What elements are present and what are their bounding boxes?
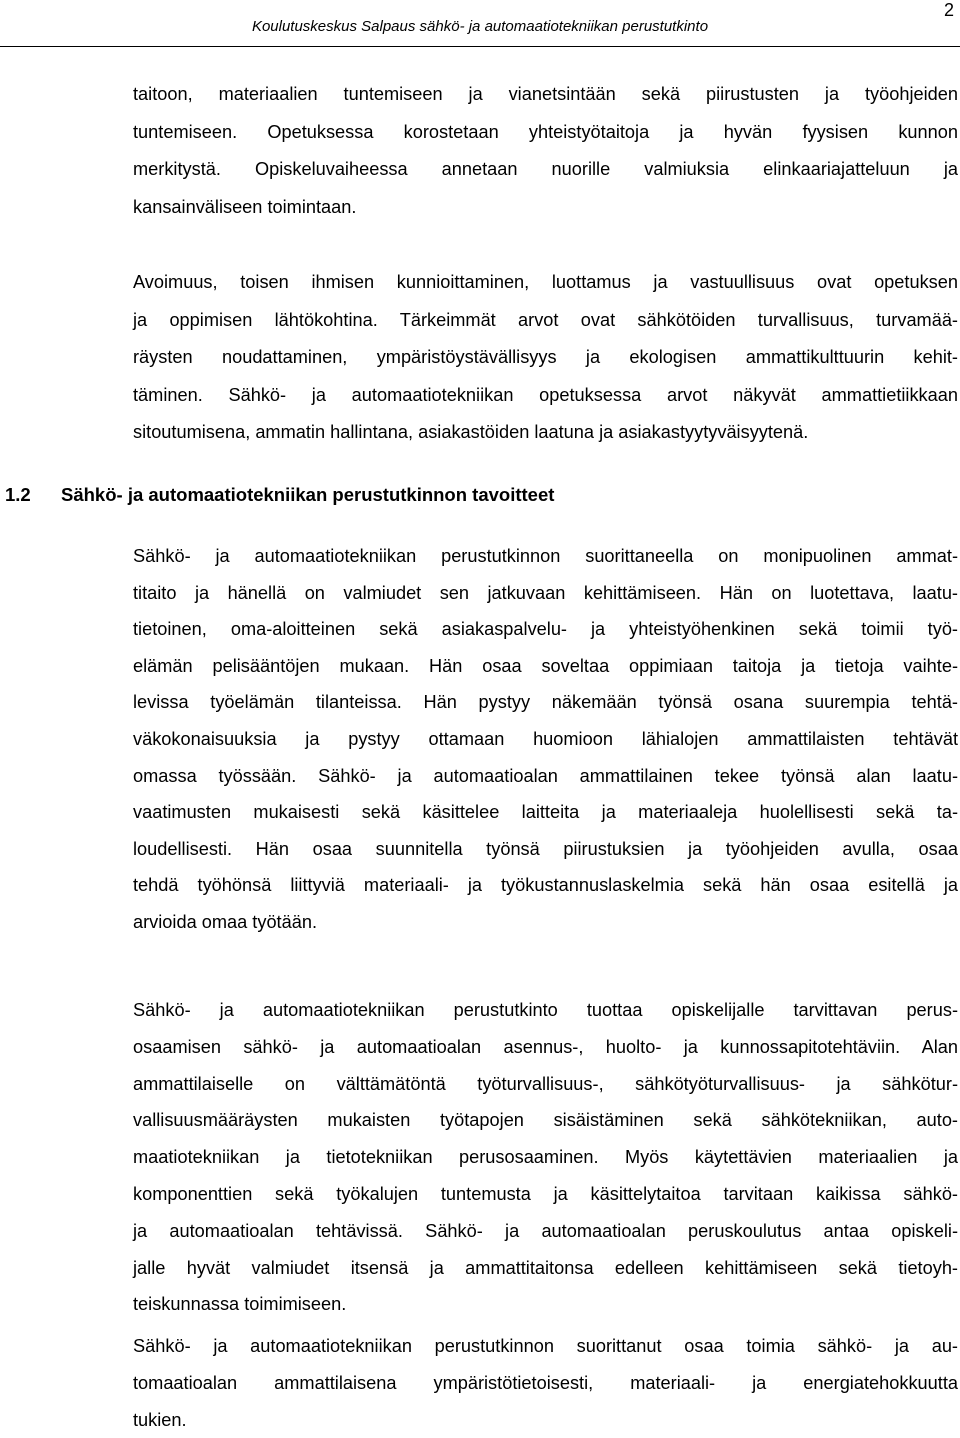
text-line: räysten noudattaminen, ympäristöystävällisyys ja ekologisen ammattikulttuurin kehit- [133,347,958,368]
text-line: Avoimuus, toisen ihmisen kunnioittaminen, luottamus ja vastuullisuus ovat opetuksen [133,272,958,292]
text-line: merkitystä. Opiskeluvaiheessa annetaan nuorille valmiuksia elinkaariajatteluun ja [133,159,958,180]
text-line: komponenttien sekä työkalujen tuntemusta ja käsittelytaitoa tarvitaan kaikissa sähkö- [133,1183,958,1204]
header-rule [0,46,960,47]
text-line: ammattilaiselle on välttämätöntä työturvallisuus-, sähkötyöturvallisuus- ja sähkötur- [133,1073,958,1094]
text-line: taitoon, materiaalien tuntemiseen ja vianetsintään sekä piirustusten ja työohjeiden [133,84,958,104]
text-line: levissa työelämän tilanteissa. Hän pystyy näkemään työnsä osana suurempia tehtä- [133,692,958,713]
text-line: jalle hyvät valmiudet itsensä ja ammattitaitonsa edelleen kehittämiseen sekä tietoyh- [133,1257,958,1278]
text-line: Sähkö- ja automaatiotekniikan perustutkinnon suorittanut osaa toimia sähkö- ja au- [133,1336,958,1356]
text-line: tuntemiseen. Opetuksessa korostetaan yhteistyötaitoja ja hyvän fyysisen kunnon [133,121,958,142]
page-number: 2 [943,0,954,20]
text-line: täminen. Sähkö- ja automaatiotekniikan opetuksessa arvot näkyvät ammattietiikkaan [133,384,958,405]
text-line: titaito ja hänellä on valmiudet sen jatkuvaan kehittämiseen. Hän on luotettava, laatu- [133,582,958,603]
text-line: teiskunnassa toimimiseen. [133,1294,347,1315]
paragraph-4 [133,992,958,1323]
paragraph-3 [133,538,958,941]
text-line: Sähkö- ja automaatiotekniikan perustutkinto tuottaa opiskelijalle tarvittavan perus- [133,1000,958,1020]
text-line: tietoinen, oma-aloitteinen sekä asiakaspalvelu- ja yhteistyöhenkinen sekä toimii työ- [133,619,958,640]
text-line: arvioida omaa työtään. [133,911,318,932]
text-line: loudellisesti. Hän osaa suunnitella työnsä piirustuksien ja työohjeiden avulla, osaa [133,838,958,859]
text-line: osaamisen sähkö- ja automaatioalan asennus-, huolto- ja kunnossapitotehtäviin. Alan [133,1036,958,1057]
section-title: Sähkö- ja automaatiotekniikan perustutkinnon tavoitteet [61,484,555,505]
text-line: Sähkö- ja automaatiotekniikan perustutkinnon suorittaneella on monipuolinen ammat- [133,546,958,566]
text-line: elämän pelisääntöjen mukaan. Hän osaa soveltaa oppimiaan taitoja ja tietoja vaihte- [133,655,958,676]
text-line: ja oppimisen lähtökohtina. Tärkeimmät arvot ovat sähkötöiden turvallisuus, turvamää- [133,309,958,330]
section-number: 1.2 [5,484,31,505]
text-line: tukien. [133,1409,187,1430]
text-line: tehdä työhönsä liittyviä materiaali- ja työkustannuslaskelmia sekä hän osaa esitellä ja [133,875,958,896]
text-line: vallisuusmääräysten mukaisten työtapojen sisäistäminen sekä sähkötekniikan, auto- [133,1110,958,1131]
text-line: maatiotekniikan ja tietotekniikan perusosaaminen. Myös käytettävien materiaalien ja [133,1147,958,1168]
text-line: väkokonaisuuksia ja pystyy ottamaan huomioon lähialojen ammattilaisten tehtävät [133,728,958,749]
section-heading [5,476,554,513]
text-line: omassa työssään. Sähkö- ja automaatioalan ammattilainen tekee työnsä alan laatu- [133,765,958,786]
text-line: kansainväliseen toimintaan. [133,196,357,217]
paragraph-5 [133,1328,958,1438]
text-line: vaatimusten mukaisesti sekä käsittelee laitteita ja materiaaleja huolellisesti sekä ta- [133,802,958,823]
running-header: Koulutuskeskus Salpaus sähkö- ja automaatiotekniikan perustutkinto [251,18,709,35]
paragraph-2 [133,264,958,452]
text-line: sitoutumisena, ammatin hallintana, asiakastöiden laatuna ja asiakastyytyväisyytenä. [133,422,809,443]
text-line: tomaatioalan ammattilaisena ympäristötietoisesti, materiaali- ja energiatehokkuutta [133,1372,958,1393]
text-line: ja automaatioalan tehtävissä. Sähkö- ja automaatioalan peruskoulutus antaa opiskeli- [133,1220,958,1241]
paragraph-1 [133,76,958,226]
